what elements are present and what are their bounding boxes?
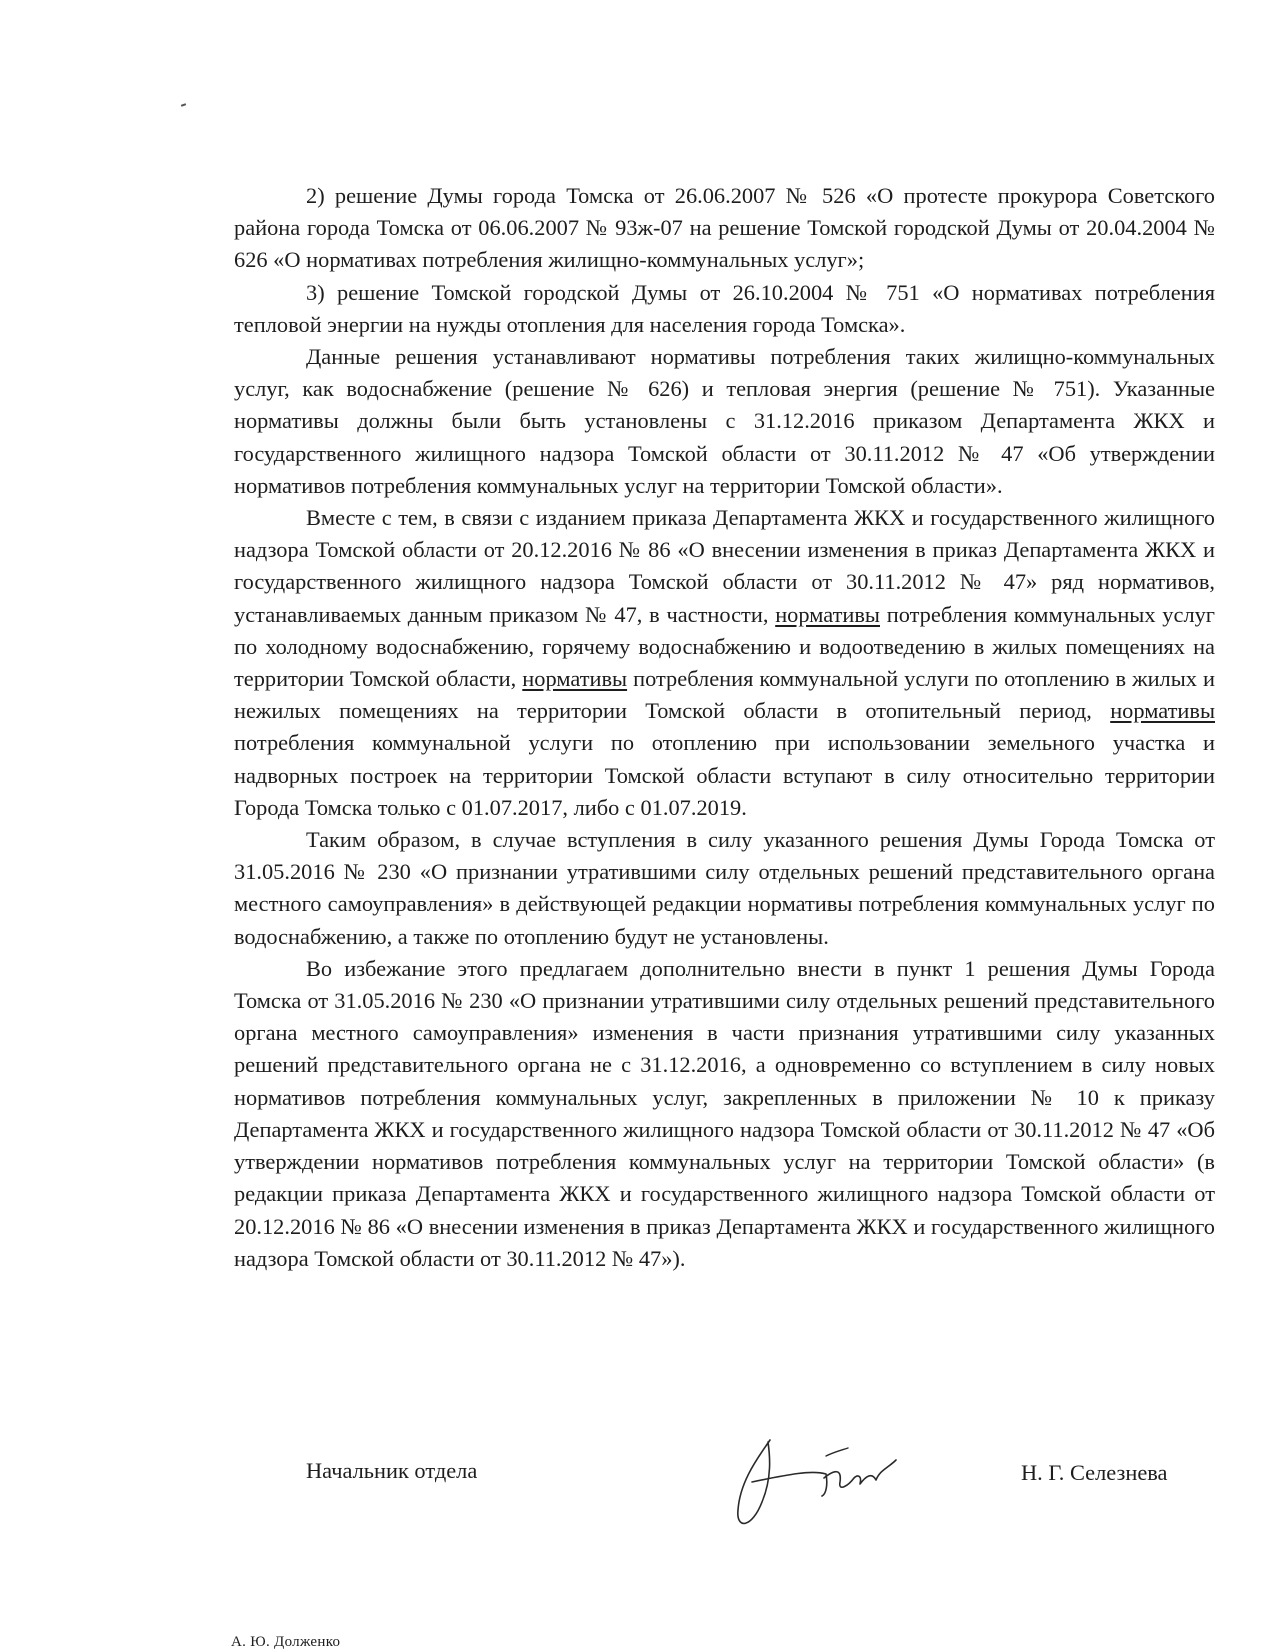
- paragraph-order-86-part-b: потребления коммунальных услуг по холодному водоснабжению, горячему водоснабжению и водоотведению в жилых помещениях на территории Томской области,: [234, 601, 1215, 692]
- paragraph-proposal: Во избежание этого предлагаем дополнительно внести в пункт 1 решения Думы Города Томска от 31.05.2016 № 230 «О признании утратившими силу отдельных решений представительного органа местного самоуправления» изменения в части признания утратившими силу указанных решений представительного органа не с 31.12.2016, а одновременно со вступлением в силу новых нормативов потребления коммунальных услуг, закрепленных в приложении № 10 к приказу Департамента ЖКХ и государственного жилищного надзора Томской области от 30.11.2012 № 47 «Об утверждении нормативов потребления коммунальных услуг на территории Томской области» (в редакции приказа Департамента ЖКХ и государственного жилищного надзора Томской области от 20.12.2016 № 86 «О внесении изменения в приказ Департамента ЖКХ и государственного жилищного надзора Томской области от 30.11.2012 № 47»).: [234, 955, 1215, 1271]
- underlined-word-2: нормативы: [522, 666, 628, 692]
- underlined-word-1: нормативы: [775, 601, 880, 627]
- executor-name: А. Ю. Долженко: [231, 1634, 341, 1650]
- paragraph-norms-description: Данные решения устанавливают нормативы потребления таких жилищно-коммунальных услуг, как водоснабжение (решение № 626) и тепловая энергия (решение № 751). Указанные нормативы должны были быть установлены с 31.12.2016 приказом Департамента ЖКХ и государственного жилищного надзора Томской области от 30.11.2012 № 47 «Об утверждении нормативов потребления коммунальных услуг на территории Томской области».: [234, 344, 1215, 498]
- document-body: [234, 180, 1215, 1275]
- underlined-word-3: нормативы: [1110, 698, 1215, 724]
- paragraph-item-2: 2) решение Думы города Томска от 26.06.2007 № 526 «О протесте прокурора Советского района города Томска от 06.06.2007 № 93ж-07 на решение Томской городской Думы от 20.04.2004 № 626 «О нормативах потребления жилищно-коммунальных услуг»;: [234, 183, 1215, 273]
- paragraph-order-86-part-d: потребления коммунальной услуги по отоплению при использовании земельного участка и надворных построек на территории Томской области вступают в силу относительно территории Города Томска только с 01.07.2017, либо с 01.07.2019.: [234, 730, 1215, 820]
- scan-speck: [181, 103, 186, 107]
- signer-position: Начальник отдела: [306, 1458, 478, 1483]
- paragraph-order-86-part-a: Вместе с тем, в связи с изданием приказа Департамента ЖКХ и государственного жилищного надзора Томской области от 20.12.2016 № 86 «О внесении изменения в приказ Департамента ЖКХ и государственного жилищного надзора Томской области от 30.11.2012 № 47» ряд нормативов, устанавливаемых данным приказом № 47, в частности,: [234, 505, 1215, 627]
- paragraph-order-86: [234, 502, 1215, 824]
- paragraph-item-3: 3) решение Томской городской Думы от 26.10.2004 № 751 «О нормативах потребления тепловой энергии на нужды отопления для населения города Томска».: [234, 279, 1215, 337]
- paragraph-order-86-part-c: потребления коммунальной услуги по отоплению в жилых и нежилых помещениях на территории Томской области в отопительный период,: [234, 666, 1215, 724]
- handwritten-signature: [730, 1430, 910, 1540]
- signer-name: Н. Г. Селезнева: [1021, 1460, 1168, 1485]
- paragraph-consequence: Таким образом, в случае вступления в силу указанного решения Думы Города Томска от 31.05.2016 № 230 «О признании утратившими силу отдельных решений представительного органа местного самоуправления» в действующей редакции нормативы потребления коммунальных услуг по водоснабжению, а также по отоплению будут не установлены.: [234, 827, 1215, 949]
